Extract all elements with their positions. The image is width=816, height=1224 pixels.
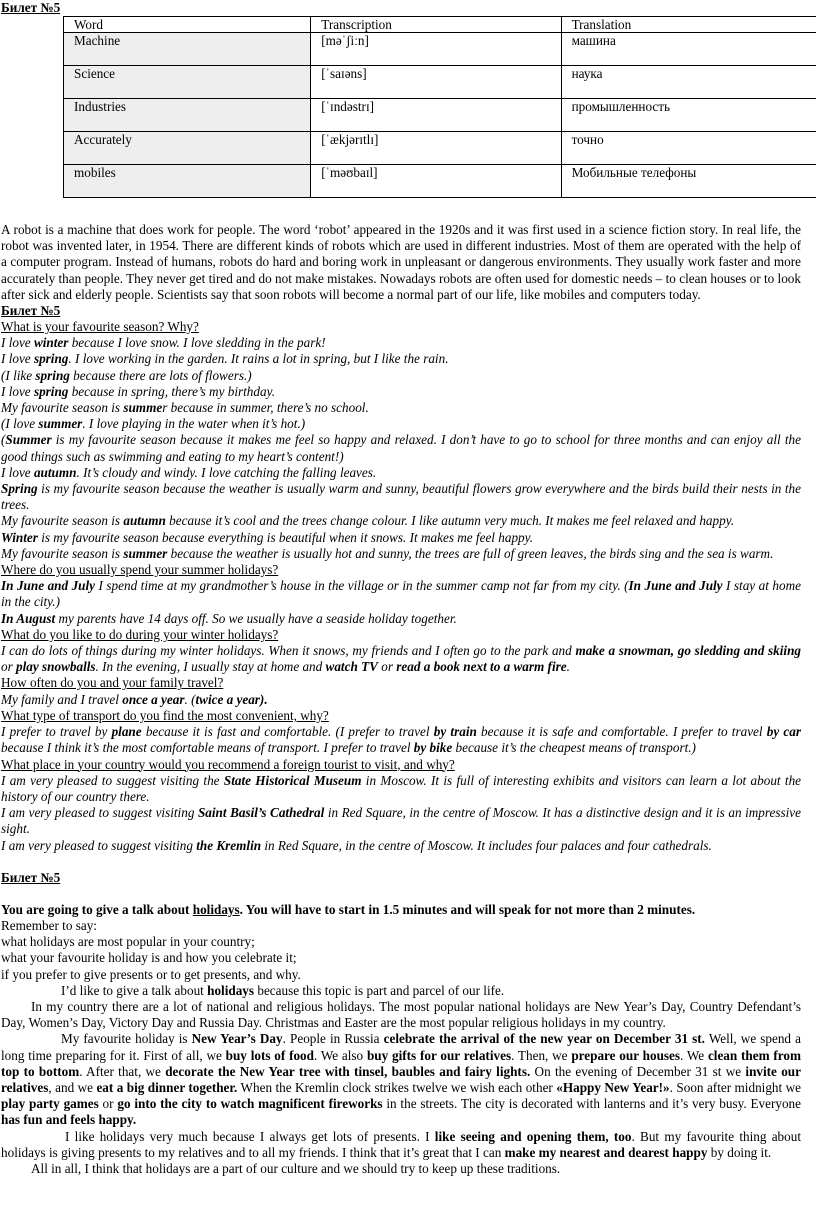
word-cell: Science [64, 66, 311, 99]
summer-answer: In June and July I spend time at my grandmother’s house in the village or in the summer camp not far from my city. (In June and July I stay at home in the city.) [1, 578, 801, 610]
season-answer: I love spring because in spring, there’s my birthday. [1, 383, 275, 399]
task-statement: You are going to give a talk about holidays. You will have to start in 1.5 minutes and will speak for not more than 2 minutes. [1, 901, 696, 917]
season-answer: Spring is my favourite season because the weather is usually warm and sunny, beautiful flowers grow everywhere and the birds build their nests in the trees. [1, 481, 801, 513]
talk-paragraph-new-year: My favourite holiday is New Year’s Day. People in Russia celebrate the arrival of the new year on December 31 st. Well, we spend a long time preparing for it. First of all, we buy lots of food. We also buy gifts for our relatives. Then, we prepare our houses. We clean them from top to bottom. After that, we decorate the New Year tree with tinsel, baubles and fairy lights. On the evening of December 31 st we invite our relatives, and we eat a big dinner together. When the Kremlin clock strikes twelve we wish each other «Happy New Year!». Soon after midnight we play party games or go into the city to watch magnificent fireworks in the streets. The city is decorated with lanterns and it’s very busy. Everyone has fun and feels happy. [1, 1031, 801, 1128]
question-transport: What type of transport do you find the most convenient, why? [1, 707, 329, 723]
question-place-to-visit: What place in your country would you recommend a foreign tourist to visit, and why? [1, 756, 455, 772]
vocabulary-table [63, 16, 816, 198]
section2-title: Билет №5 [1, 303, 61, 319]
word-cell: mobiles [64, 165, 311, 198]
word-cell: Machine [64, 33, 311, 66]
column-header-translation: Translation [561, 17, 816, 33]
summer-answers [1, 578, 801, 627]
translation-cell: Мобильные телефоны [561, 165, 816, 198]
question-travel-frequency: How often do you and your family travel? [1, 675, 224, 691]
table-row [64, 66, 816, 99]
transport-answer: I prefer to travel by plane because it is fast and comfortable. (I prefer to travel by train because it is safe and comfortable. I prefer to travel by car because I think it’s the most comfortable means of transport. I prefer to travel by bike because it’s the cheapest means of transport.) [1, 724, 801, 756]
table-header-row [64, 17, 816, 33]
translation-cell: наука [561, 66, 816, 99]
robot-paragraph: A robot is a machine that does work for people. The word ‘robot’ appeared in the 1920s and it was first used in a science fiction story. In real life, the robot was invented later, in 1954. There are different kinds of robots which are used in different industries. Most of them are operated with the help of a computer program. Instead of humans, robots do hard and boring work in unpleasant or dangerous environments. They usually work faster and more accurately than people. They never get tired and do not make mistakes. Nowadays robots are often used for domestic needs – to clean houses or to look after sick and elderly people. Scientists say that soon robots will become a normal part of our life, like mobiles and computers today. [1, 222, 801, 302]
season-answer: (I love summer. I love playing in the water when it’s hot.) [1, 416, 306, 432]
document-page [1, 0, 801, 1177]
transcription-cell: [ˈækjərɪtlɪ] [311, 132, 561, 165]
table-row [64, 165, 816, 198]
question-favourite-season: What is your favourite season? Why? [1, 319, 199, 335]
transcription-cell: [ˈsaɪəns] [311, 66, 561, 99]
question-summer-holidays: Where do you usually spend your summer holidays? [1, 562, 279, 578]
question-winter-holidays: What do you like to do during your winter holidays? [1, 626, 279, 642]
transcription-cell: [ˈɪndəstrɪ] [311, 99, 561, 132]
season-answer: (I like spring because there are lots of flowers.) [1, 367, 252, 383]
section3-title: Билет №5 [1, 869, 61, 885]
place-answer: I am very pleased to suggest visiting the Kremlin in Red Square, in the centre of Moscow. It includes four palaces and four cathedrals. [1, 837, 712, 853]
translation-cell: машина [561, 33, 816, 66]
summer-answer: In August my parents have 14 days off. So we usually have a seaside holiday together. [1, 610, 457, 626]
winter-answer: I can do lots of things during my winter holidays. When it snows, my friends and I often go to the park and make a snowman, go sledding and skiing or play snowballs. In the evening, I usually stay at home and watch TV or read a book next to a warm fire. [1, 643, 802, 675]
season-answer: I love winter because I love snow. I love sledding in the park! [1, 335, 326, 351]
table-row [64, 132, 816, 165]
column-header-word: Word [64, 17, 311, 33]
task-point: what holidays are most popular in your country; [1, 934, 255, 950]
season-answers [1, 335, 801, 562]
place-answers [1, 773, 801, 854]
season-answer: I love autumn. It’s cloudy and windy. I love catching the falling leaves. [1, 464, 377, 480]
season-answer: Winter is my favourite season because everything is beautiful when it snows. It makes me feel happy. [1, 529, 534, 545]
talk-conclusion: All in all, I think that holidays are a part of our culture and we should try to keep up these traditions. [31, 1160, 561, 1176]
talk-intro: I’d like to give a talk about holidays because this topic is part and parcel of our life. [61, 982, 505, 998]
season-answer: My favourite season is summer because in summer, there’s no school. [1, 400, 369, 416]
translation-cell: промышленность [561, 99, 816, 132]
travel-answer: My family and I travel once a year. (twice a year). [1, 691, 268, 707]
talk-paragraph-presents: I like holidays very much because I always get lots of presents. I like seeing and opening them, too. But my favourite thing about holidays is giving presents to my relatives and to all my friends. I think that it’s great that I can make my nearest and dearest happy by doing it. [1, 1128, 801, 1160]
transcription-cell: [ˈməʊbaɪl] [311, 165, 561, 198]
season-answer: My favourite season is autumn because it’s cool and the trees change colour. I like autumn very much. It makes me feel relaxed and happy. [1, 513, 735, 529]
column-header-transcription: Transcription [311, 17, 561, 33]
spacer [1, 886, 801, 902]
word-cell: Accurately [64, 132, 311, 165]
talk-paragraph-holidays: In my country there are a lot of national and religious holidays. The most popular national holidays are New Year’s Day, Country Defendant’s Day, Women’s Day, Victory Day and Russia Day. Christmas and Easter are the most popular religious holidays in my country. [1, 998, 801, 1031]
spacer [1, 854, 801, 870]
spacer [1, 198, 801, 214]
word-cell: Industries [64, 99, 311, 132]
season-answer: I love spring. I love working in the garden. It rains a lot in spring, but I like the rain. [1, 351, 449, 367]
ticket-title: Билет №5 [1, 0, 61, 15]
table-row [64, 33, 816, 66]
remember-label: Remember to say: [1, 917, 97, 933]
transcription-cell: [məˈʃiːn] [311, 33, 561, 66]
translation-cell: точно [561, 132, 816, 165]
place-answer: I am very pleased to suggest visiting the State Historical Museum in Moscow. It is full of interesting exhibits and visitors can learn a lot about the history of our country there. [1, 772, 802, 804]
place-answer: I am very pleased to suggest visiting Saint Basil’s Cathedral in Red Square, in the centre of Moscow. It has a distinctive design and it is an impressive sight. [1, 805, 802, 837]
task-point: if you prefer to give presents or to get presents, and why. [1, 966, 301, 982]
task-point: what your favourite holiday is and how you celebrate it; [1, 950, 297, 966]
season-answer: (Summer is my favourite season because it makes me feel so happy and relaxed. I don’t have to go to school for three months and can enjoy all the good things such as swimming and eating to my heart’s content!) [1, 432, 801, 464]
season-answer: My favourite season is summer because the weather is usually hot and sunny, the trees are full of green leaves, the birds sing and the sea is warm. [1, 545, 774, 561]
table-row [64, 99, 816, 132]
